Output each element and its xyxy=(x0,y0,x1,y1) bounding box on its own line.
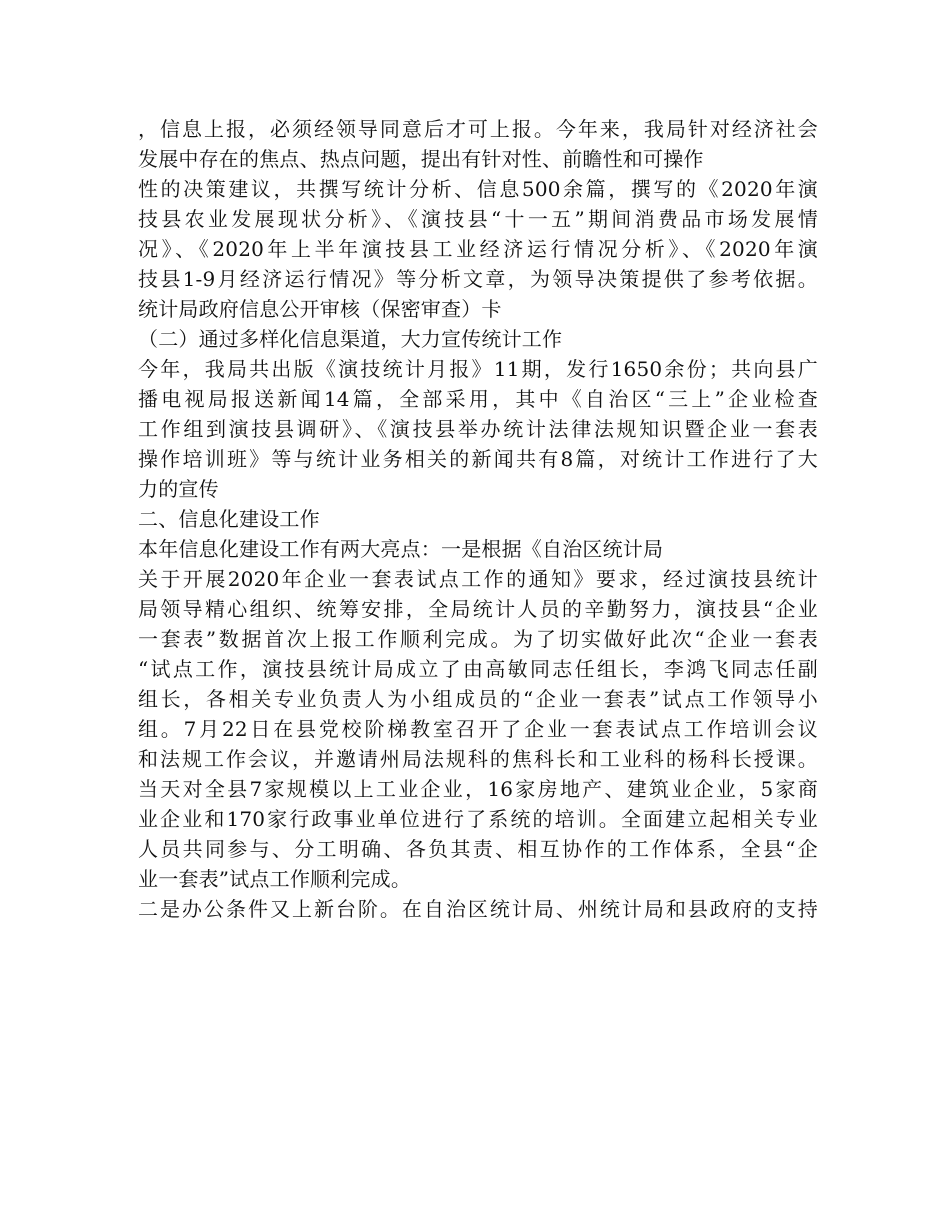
text-line: 和法规工作会议，并邀请州局法规科的焦科长和工业科的杨科长授课。 xyxy=(138,747,818,771)
text-line: 二、信息化建设工作 xyxy=(138,507,320,531)
text-line: 一套表”数据首次上报工作顺利完成。为了切实做好此次“企业一套表 xyxy=(138,627,818,651)
text-line: 技县1-9月经济运行情况》等分析文章，为领导决策提供了参考依据。 xyxy=(138,267,818,291)
text-line: 局领导精心组织、统筹安排，全局统计人员的辛勤努力，演技县“企业 xyxy=(138,597,818,621)
document-body xyxy=(138,114,818,924)
text-line: 性的决策建议，共撰写统计分析、信息500余篇，撰写的《2020年演 xyxy=(138,177,818,201)
text-line: 本年信息化建设工作有两大亮点：一是根据《自治区统计局 xyxy=(138,537,664,561)
text-line: 业企业和170家行政事业单位进行了系统的培训。全面建立起相关专业 xyxy=(138,807,818,831)
text-line: 业一套表”试点工作顺利完成。 xyxy=(138,867,412,891)
text-line: 力的宣传 xyxy=(138,477,219,501)
text-line: 技县农业发展现状分析》、《演技县“十一五”期间消费品市场发展情 xyxy=(138,207,818,231)
text-line: 操作培训班》等与统计业务相关的新闻共有8篇，对统计工作进行了大 xyxy=(138,447,818,471)
text-line: ，信息上报，必须经领导同意后才可上报。今年来，我局针对经济社会 xyxy=(138,117,818,141)
text-line: 今年，我局共出版《演技统计月报》11期，发行1650余份；共向县广 xyxy=(138,357,818,381)
text-line: 组。7月22日在县党校阶梯教室召开了企业一套表试点工作培训会议 xyxy=(138,717,818,741)
text-line: 播电视局报送新闻14篇，全部采用，其中《自治区“三上”企业检查 xyxy=(138,387,818,411)
text-line: 工作组到演技县调研》、《演技县举办统计法律法规知识暨企业一套表 xyxy=(138,417,818,441)
text-line: 人员共同参与、分工明确、各负其责、相互协作的工作体系，全县“企 xyxy=(138,837,818,861)
text-line: 二是办公条件又上新台阶。在自治区统计局、州统计局和县政府的支持 xyxy=(138,897,818,921)
text-line: 当天对全县7家规模以上工业企业，16家房地产、建筑业企业，5家商 xyxy=(138,777,818,801)
text-line: 组长，各相关专业负责人为小组成员的“企业一套表”试点工作领导小 xyxy=(138,687,818,711)
text-line: 关于开展2020年企业一套表试点工作的通知》要求，经过演技县统计 xyxy=(138,567,818,591)
text-line: “试点工作，演技县统计局成立了由高敏同志任组长，李鸿飞同志任副 xyxy=(138,657,818,681)
text-line: 统计局政府信息公开审核（保密审查）卡 xyxy=(138,297,502,321)
text-line: 发展中存在的焦点、热点问题，提出有针对性、前瞻性和可操作 xyxy=(138,147,704,171)
text-line: （二）通过多样化信息渠道，大力宣传统计工作 xyxy=(138,327,563,351)
text-line: 况》、《2020年上半年演技县工业经济运行情况分析》、《2020年演 xyxy=(138,237,818,261)
